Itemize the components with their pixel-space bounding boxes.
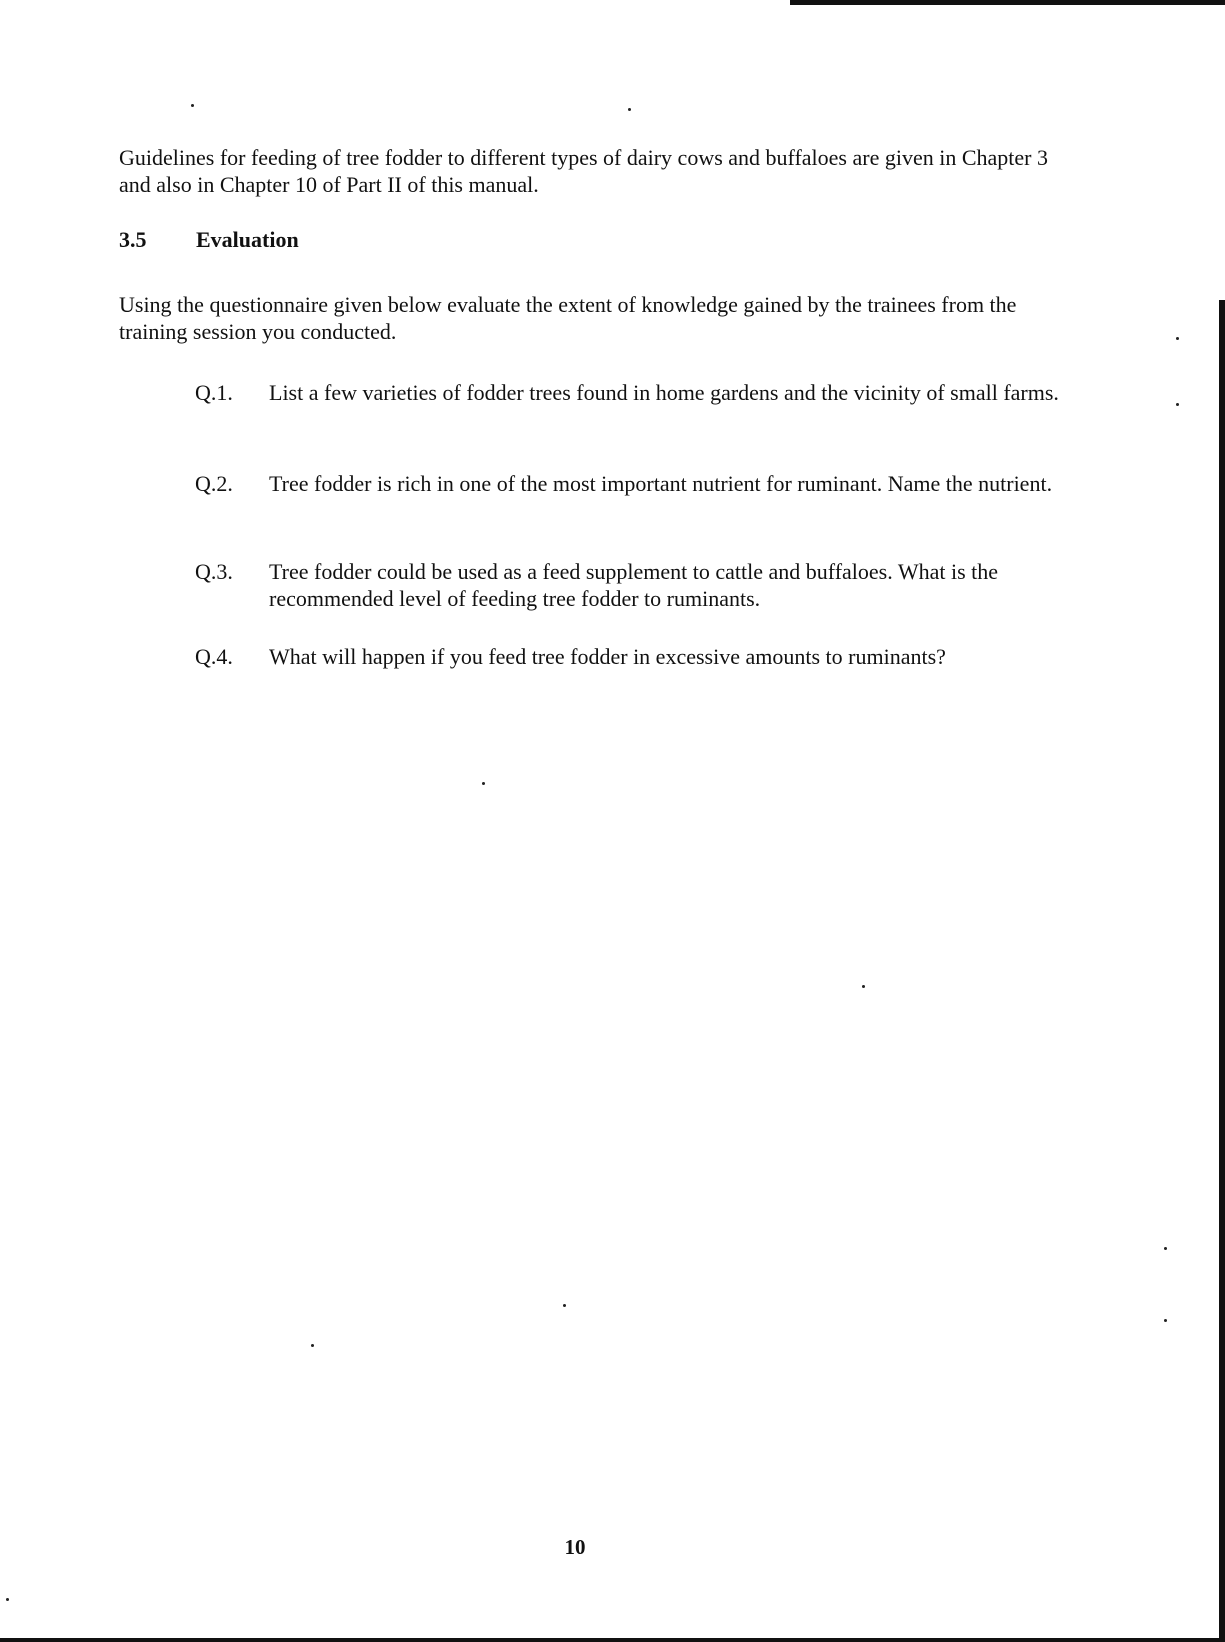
scan-speck <box>1164 1319 1167 1322</box>
scan-speck <box>1176 403 1179 406</box>
scan-speck <box>1176 337 1179 340</box>
scan-speck <box>563 1304 566 1307</box>
scan-edge-right <box>1219 300 1225 1642</box>
question-item <box>195 379 1065 406</box>
evaluation-paragraph: Using the questionnaire given below evaluate the extent of knowledge gained by the trainees from the training session you conducted. <box>119 292 1017 344</box>
scan-edge-bottom <box>0 1638 1225 1642</box>
question-text: Tree fodder could be used as a feed supplement to cattle and buffaloes. What is the recommended level of feeding tree fodder to ruminants. <box>269 559 999 611</box>
scan-speck <box>1164 1247 1167 1250</box>
question-item <box>195 470 1065 497</box>
section-title: Evaluation <box>196 227 299 252</box>
scan-speck <box>6 1598 9 1601</box>
question-number: Q.1. <box>195 380 233 405</box>
section-number: 3.5 <box>119 227 147 252</box>
question-number: Q.2. <box>195 471 233 496</box>
scan-speck <box>191 104 194 107</box>
question-text: List a few varieties of fodder trees found in home gardens and the vicinity of small farms. <box>269 380 1059 405</box>
question-number: Q.3. <box>195 559 233 584</box>
scan-speck <box>311 1344 314 1347</box>
scan-speck <box>628 108 631 111</box>
question-item <box>195 643 1065 670</box>
question-number: Q.4. <box>195 644 233 669</box>
scan-speck <box>482 782 485 785</box>
question-item <box>195 558 1065 612</box>
question-text: What will happen if you feed tree fodder in excessive amounts to ruminants? <box>269 644 946 669</box>
intro-paragraph: Guidelines for feeding of tree fodder to different types of dairy cows and buffaloes are given in Chapter 3 and also in Chapter 10 of Part II of this manual. <box>119 145 1048 197</box>
page-number: 10 <box>564 1535 586 1559</box>
question-text: Tree fodder is rich in one of the most important nutrient for ruminant. Name the nutrient. <box>269 471 1053 496</box>
scan-edge-top <box>790 0 1225 5</box>
section-heading <box>119 226 299 253</box>
scan-speck <box>862 985 865 988</box>
